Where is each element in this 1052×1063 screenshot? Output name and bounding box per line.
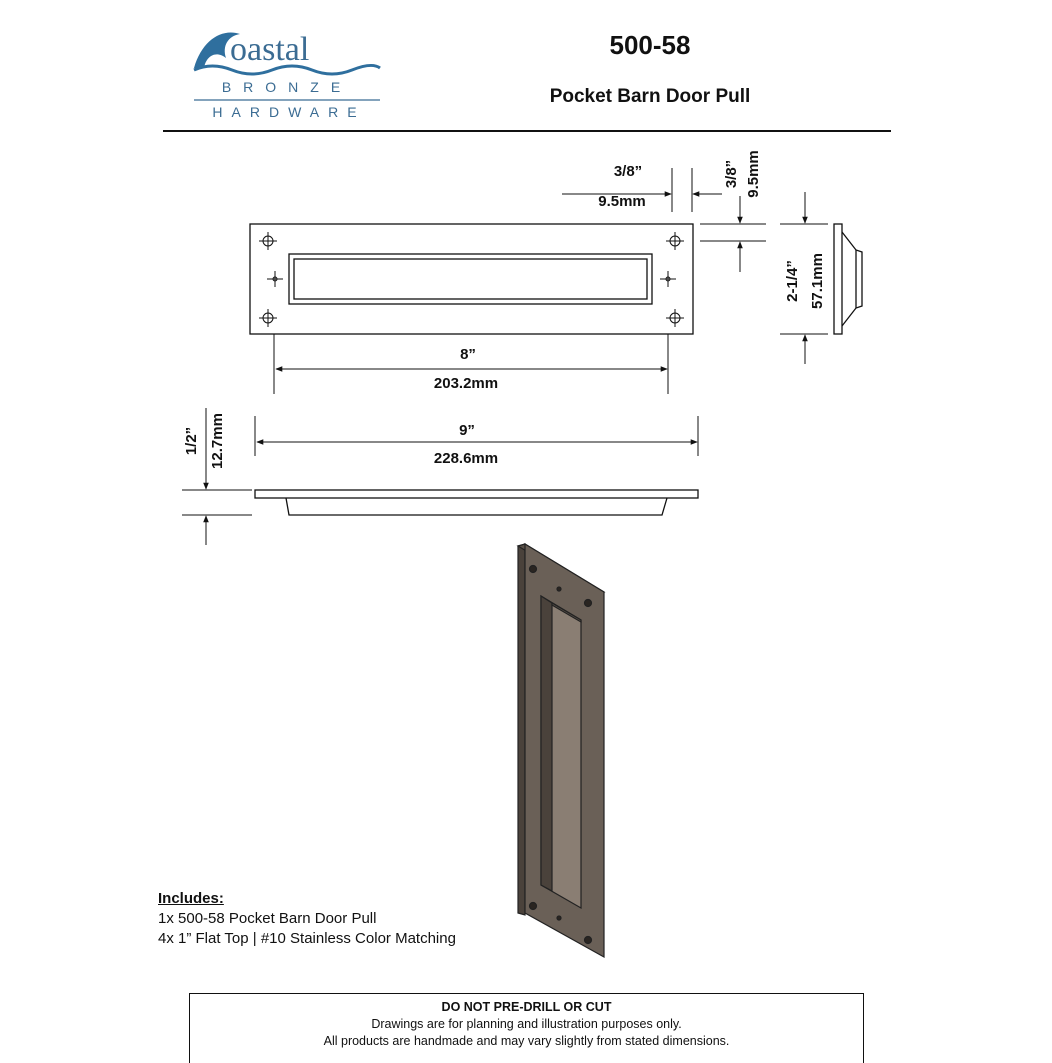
screw-hole-icon	[666, 309, 684, 327]
model-number: 500-58	[609, 30, 691, 60]
notice-line: All products are handmade and may vary slightly from stated dimensions.	[323, 1034, 730, 1048]
includes-item: 4x 1” Flat Top | #10 Stainless Color Matching	[158, 930, 456, 947]
logo-wordmark: oastal	[230, 31, 310, 68]
includes-item: 1x 500-58 Pocket Barn Door Pull	[158, 910, 377, 927]
hole-span-mm-label: 203.2mm	[433, 375, 499, 392]
hole-span-in-label: 8”	[460, 346, 476, 363]
render-pilot-icon	[557, 916, 561, 920]
offset-v-dimension	[700, 196, 766, 272]
pilot-mark-icon	[267, 271, 283, 287]
render-hole-icon	[530, 903, 537, 910]
product-title: Pocket Barn Door Pull	[549, 86, 751, 107]
includes-section	[158, 889, 518, 949]
offset-h-in-label: 3/8”	[613, 163, 643, 180]
offset-v-in-label: 3/8”	[723, 159, 740, 189]
pull-recess-outer	[289, 254, 652, 304]
profile-view	[255, 490, 698, 515]
length-in-label: 9”	[459, 422, 475, 439]
front-view	[250, 224, 693, 334]
notice-line: Drawings are for planning and illustration purposes only.	[371, 1017, 682, 1031]
screw-hole-icon	[259, 309, 277, 327]
height-mm-label: 57.1mm	[809, 253, 826, 309]
height-in-label: 2-1/4”	[784, 260, 801, 302]
render-pilot-icon	[557, 587, 561, 591]
offset-h-mm-label: 9.5mm	[598, 193, 646, 210]
screw-hole-icon	[259, 232, 277, 250]
product-render	[518, 544, 604, 957]
side-view	[834, 224, 862, 334]
render-hole-icon	[585, 600, 592, 607]
render-recess-shadow	[541, 596, 552, 891]
screw-hole-icon	[666, 232, 684, 250]
logo-line-bronze: BRONZE	[221, 79, 353, 95]
render-hole-icon	[585, 937, 592, 944]
logo-line-hardware: HARDWARE	[212, 104, 366, 120]
pull-recess-inner	[294, 259, 647, 299]
render-hole-icon	[530, 566, 537, 573]
length-mm-label: 228.6mm	[433, 450, 499, 467]
render-side-edge	[518, 544, 525, 915]
pilot-mark-icon	[660, 271, 676, 287]
faceplate-outline	[250, 224, 693, 334]
includes-heading: Includes:	[158, 890, 224, 907]
depth-in-label: 1/2”	[183, 426, 200, 456]
offset-v-mm-label: 9.5mm	[745, 150, 762, 198]
depth-mm-label: 12.7mm	[209, 413, 226, 469]
notice-heading: DO NOT PRE-DRILL OR CUT	[441, 1000, 612, 1014]
notice-box	[189, 993, 864, 1063]
